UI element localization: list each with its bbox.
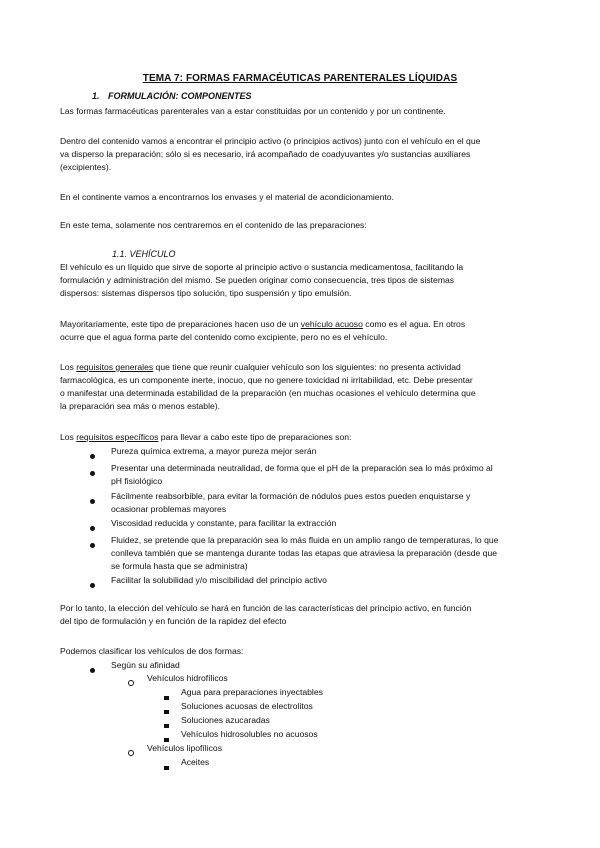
generales-line-1 [60,361,461,374]
especificos-intro [60,431,351,444]
generales-text-pre: Los [60,362,77,372]
requisitos-especificos-term: requisitos específicos [76,432,159,442]
vehiculo-line-1: El vehículo es un líquido que sirve de soporte al principio activo o sustancia medicamentosa, facilitando la [60,262,464,272]
list-item-solubilidad: Facilitar la solubilidad y/o miscibilidad del principio activo [111,575,327,585]
bullet-icon [90,450,95,463]
acuoso-line-2: ocurre que el agua forma parte del contenido como excipiente, pero no es el vehículo. [60,332,388,342]
bullet-icon [90,664,95,677]
generales-line-2: farmacológica, es un componente inerte, inocuo, que no genere toxicidad ni irritabilidad, etc. Debe presentar [60,375,473,385]
list-item-electrolitos: Soluciones acuosas de electrolitos [181,701,313,711]
bullet-icon [90,579,95,592]
acuoso-text-pre: Mayoritariamente, este tipo de preparaciones hacen uso de un [60,319,301,329]
especificos-text-pre: Los [60,432,77,442]
subsection-heading-vehiculo: 1.1. VEHÍCULO [112,249,176,259]
section-number: 1. [92,91,100,101]
square-bullet-icon [164,691,169,704]
list-item-aceites: Aceites [181,757,210,767]
vehiculo-line-3: dispersos: sistemas dispersos tipo solución, tipo suspensión y tipo emulsión. [60,288,352,298]
eleccion-line-1: Por lo tanto, la elección del vehículo se hará en función de las características del principio activo, en función [60,603,472,613]
section-heading-formulacion [92,90,252,103]
list-item-reabsorbible-cont: ocasionar problemas mayores [111,504,227,514]
clasificar-paragraph: Podemos clasificar los vehículos de dos formas: [60,646,244,656]
generales-text-post: que tiene que reunir cualquier vehículo son los siguientes: no presenta actividad [153,362,461,372]
square-bullet-icon [164,719,169,732]
contenido-line-2: va disperso la preparación; sólo si es necesario, irá acompañado de coadyuvantes y/o sustancias auxiliares [60,149,471,159]
list-item-reabsorbible: Fácilmente reabsorbible, para evitar la formación de nódulos pues estos pueden enquistarse y [111,491,471,501]
acuoso-text-post: como es el agua. En otros [362,319,466,329]
acuoso-line-1 [60,318,465,331]
list-item-viscosidad: Viscosidad reducida y constante, para facilitar la extracción [111,518,337,528]
list-item-fluidez-cont-2: se formula hasta que se administra) [111,561,248,571]
list-item-agua: Agua para preparaciones inyectables [181,687,323,697]
vehiculo-acuoso-term: vehículo acuoso [300,319,363,329]
eleccion-line-2: del tipo de formulación y en función de la rapidez del efecto [60,616,287,626]
square-bullet-icon [164,705,169,718]
bullet-icon [90,495,95,508]
section-heading-text: FORMULACIÓN: COMPONENTES [108,91,252,101]
list-item-neutralidad: Presentar una determinada neutralidad, de forma que el pH de la preparación sea lo más próximo al [111,463,493,473]
list-item-fluidez-cont-1: conlleva también que se mantenga durante todas las etapas que atraviesa la preparación (desde que [111,548,498,558]
especificos-text-post: para llevar a cabo este tipo de preparaciones son: [158,432,352,442]
contenido-line-3: (excipientes). [60,162,112,172]
circle-bullet-icon [128,747,134,760]
bullet-icon [90,522,95,535]
list-item-segun-afinidad: Según su afinidad [111,660,180,670]
list-item-lipofilicos: Vehículos lipofílicos [147,743,222,753]
generales-line-4: la preparación sea más o menos estable). [60,401,221,411]
list-item-azucaradas: Soluciones azucaradas [181,715,270,725]
list-item-neutralidad-cont: pH fisiológico [111,476,163,486]
generales-line-3: o manifestar una determinada estabilidad de la preparación (en muchas ocasiones el vehículo determina que [60,388,476,398]
intro-paragraph: Las formas farmacéuticas parenterales van a estar constituidas por un contenido y por un continente. [60,106,446,116]
circle-bullet-icon [128,677,134,690]
requisitos-generales-term: requisitos generales [76,362,154,372]
list-item-hidrosolubles: Vehículos hidrosolubles no acuosos [181,729,318,739]
bullet-icon [90,539,95,552]
list-item-hidrofilicos: Vehículos hidrofílicos [147,673,228,683]
tema-paragraph: En este tema, solamente nos centraremos en el contenido de las preparaciones: [60,220,367,230]
list-item-pureza: Pureza química extrema, a mayor pureza mejor serán [111,446,317,456]
vehiculo-line-2: formulación y administración del mismo. Se pueden originar como consecuencia, tres tipos de sistemas [60,275,455,285]
document-title: TEMA 7: FORMAS FARMACÉUTICAS PARENTERALES LÍQUIDAS [142,73,458,84]
continente-paragraph: En el continente vamos a encontrarnos los envases y el material de acondicionamiento. [60,192,394,202]
bullet-icon [90,467,95,480]
contenido-line-1: Dentro del contenido vamos a encontrar el principio activo (o principios activos) junto con el vehículo en el que [60,136,481,146]
square-bullet-icon [164,761,169,774]
list-item-fluidez: Fluidez, se pretende que la preparación sea lo más fluida en un amplio rango de temperaturas, lo que [111,535,499,545]
